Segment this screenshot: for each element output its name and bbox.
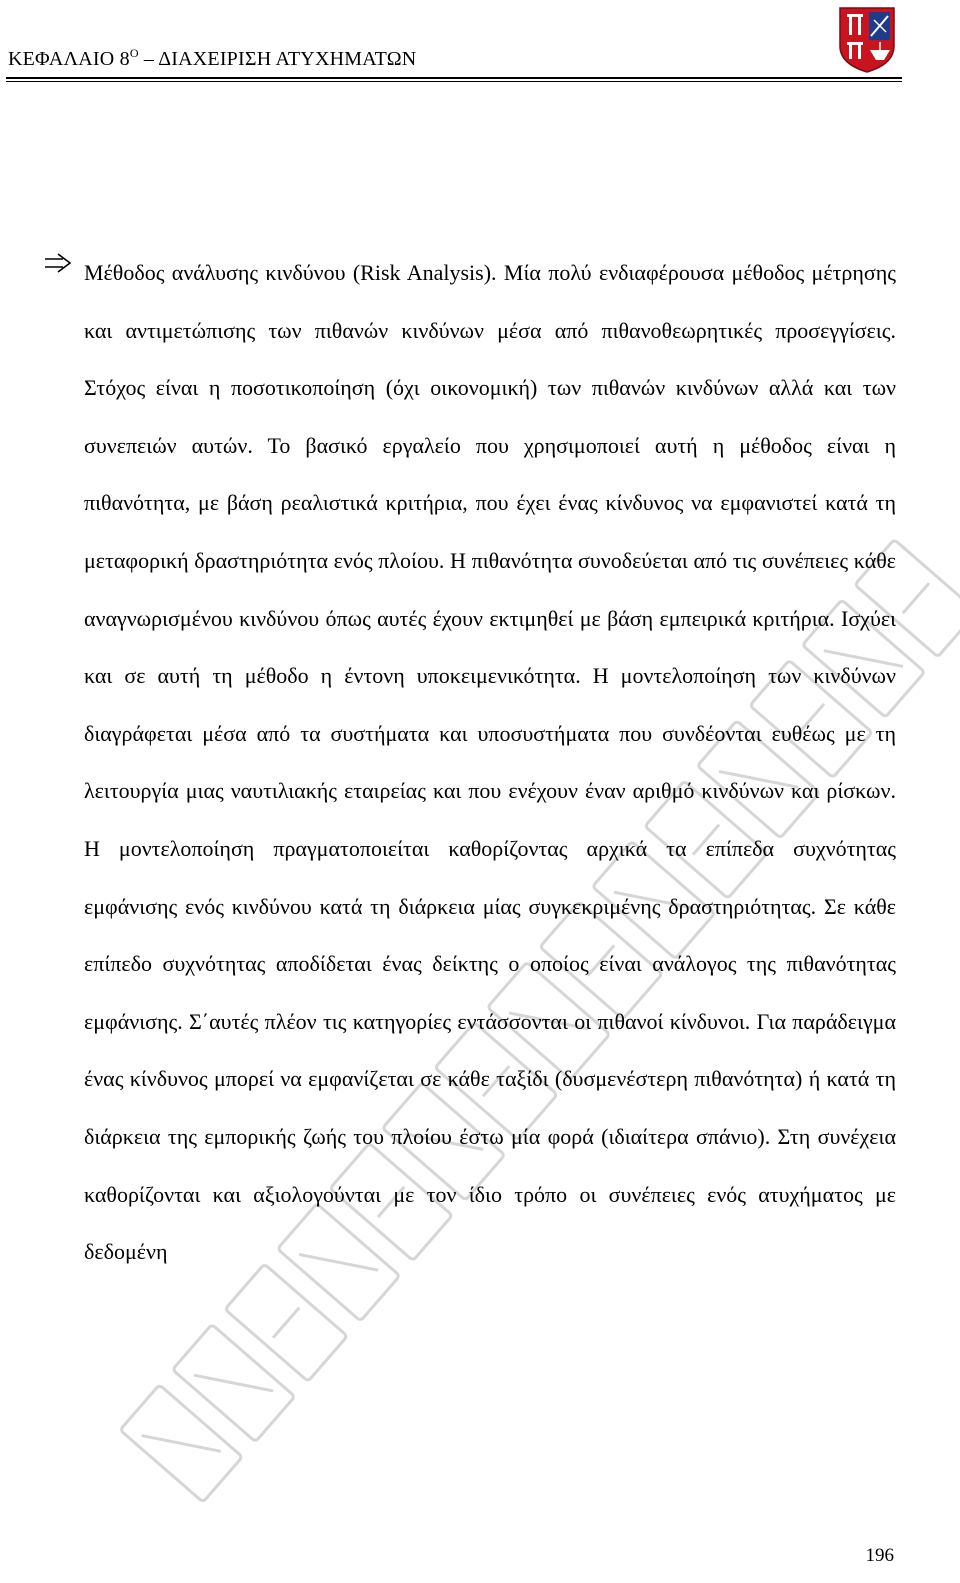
chapter-prefix: ΚΕΦΑΛΑΙΟ 8 bbox=[8, 48, 130, 70]
bullet-paragraph: Μέθοδος ανάλυσης κινδύνου (Risk Analysis). Μία πολύ ενδιαφέρουσα μέθοδος μέτρησης και αντιμετώπισης των πιθανών κινδύνων μέσα από πιθανοθεωρητικές προσεγγίσεις. Στόχος είναι η ποσοτικοποίηση (όχι οικονομική) των πιθανών κινδύνων αλλά και των συνεπειών αυτών. Το βασικό εργαλείο που χρησιμοποιεί αυτή η μέθοδος είναι η πιθανότητα, με βάση ρεαλιστικά κριτήρια, που έχει ένας κίνδυνος να εμφανιστεί κατά τη μεταφορική δραστηριότητα ενός πλοίου. Η πιθανότητα συνοδεύεται από τις συνέπειες κάθε αναγνωρισμένου κινδύνου όπως αυτές έχουν εκτιμηθεί με βάση εμπειρικά κριτήρια. Ισχύει και σε αυτή τη μέθοδο η έντονη υποκειμενικότητα. Η μοντελοποίηση των κινδύνων διαγράφεται μέσα από τα συστήματα και υποσυστήματα που συνδέονται ευθέως με τη λειτουργία μιας ναυτιλιακής εταιρείας και που ενέχουν έναν αριθμό κινδύνων και ρίσκων. Η μοντελοποίηση πραγματοποιείται καθορίζοντας αρχικά τα επίπεδα συχνότητας εμφάνισης ενός κινδύνου κατά τη διάρκεια μίας συγκεκριμένης δραστηριότητας. Σε κάθε επίπεδο συχνότητας αποδίδεται ένας δείκτης ο οποίος είναι ανάλογος της πιθανότητας εμφάνισης. Σ΄αυτές πλέον τις κατηγορίες εντάσσονται οι πιθανοί κίνδυνοι. Για παράδειγμα ένας κίνδυνος μπορεί να εμφανίζεται σε κάθε ταξίδι (δυσμενέστερη πιθανότητα) ή κατά τη διάρκεια της εμπορικής ζωής του πλοίου έστω μία φορά (ιδιαίτερα σπάνιο). Στη συνέχεια καθορίζονται και αξιολογούνται με τον ίδιο τρόπο οι συνέπειες ενός ατυχήματος με δεδομένη bbox=[84, 260, 896, 1265]
page-number: 196 bbox=[865, 1545, 894, 1566]
chapter-title: – ΔΙΑΧΕΙΡΙΣΗ ΑΤΥΧΗΜΑΤΩΝ bbox=[138, 48, 417, 70]
header-rule bbox=[6, 77, 902, 79]
double-right-arrow-icon bbox=[44, 252, 72, 274]
chapter-superscript: Ο bbox=[129, 46, 139, 60]
header-rule-thin bbox=[6, 81, 902, 82]
running-header bbox=[8, 46, 416, 71]
university-crest-icon bbox=[838, 6, 896, 74]
